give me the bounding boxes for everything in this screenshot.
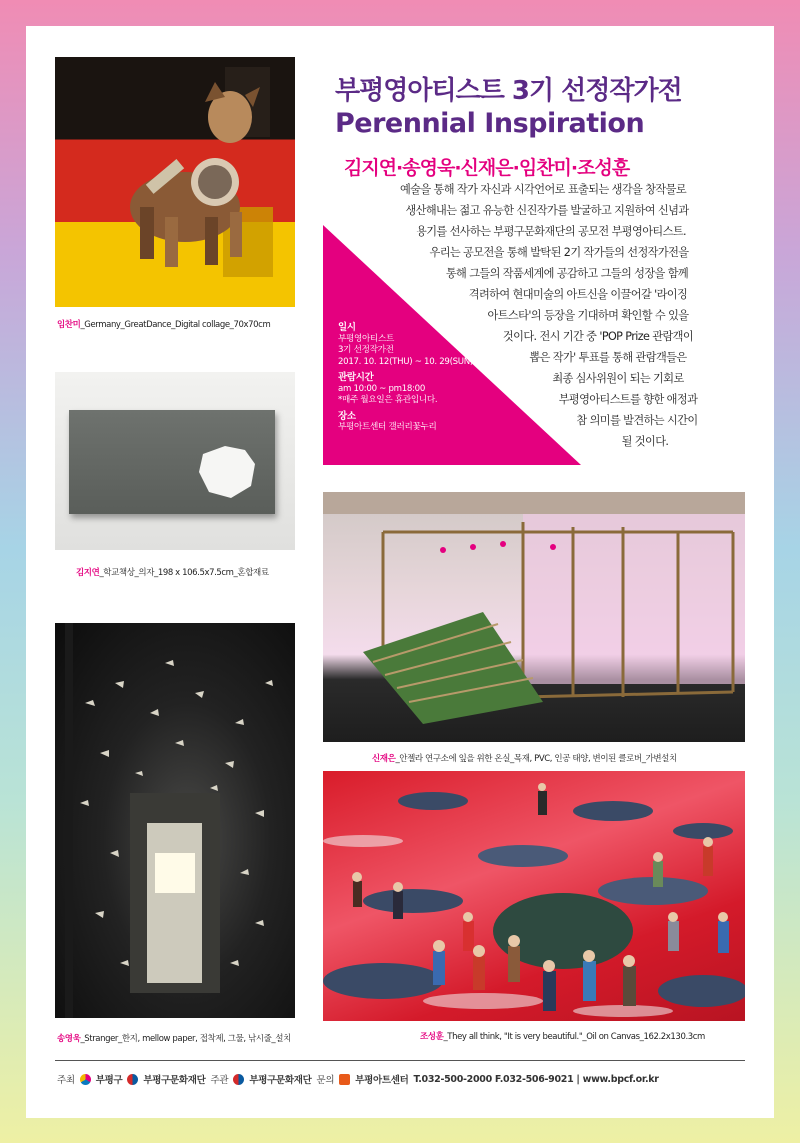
- exhibition-title-korean: 부평영아티스트 3기 선정작가전: [335, 76, 682, 106]
- artwork-lim-image: [55, 57, 295, 307]
- caption-artist-name: 조성훈: [420, 1032, 444, 1042]
- artwork-kim-image: [55, 372, 295, 550]
- caption-artist-name: 송영욱: [57, 1034, 81, 1044]
- venue-label: 장소: [338, 410, 356, 422]
- organizer-label: 주관: [210, 1075, 229, 1086]
- period-label: 일시: [338, 322, 356, 333]
- intro-line: 우리는 공모전을 통해 발탁된 2기 작가들의 선정작가전을: [429, 246, 689, 259]
- period-name-2: 3기 선정작가전: [338, 345, 394, 355]
- footer-divider: [55, 1060, 745, 1061]
- artist-names: 김지연·송영욱·신재은·임찬미·조성훈: [344, 157, 630, 179]
- caption-text: _Germany_GreatDance_Digital collage_70x70cm: [80, 320, 271, 330]
- intro-line: 될 것이다.: [621, 435, 669, 448]
- artwork-cho-image: [323, 771, 745, 1021]
- intro-line: 아트스타'의 등장을 기대하며 확인할 수 있을: [487, 309, 689, 322]
- caption-text: _They all think, "It is very beautiful."_Oil on Canvas_162.2x130.3cm: [443, 1032, 705, 1042]
- intro-line: 예술을 통해 작가 자신과 시각언어로 표출되는 생각을 창작물로: [399, 183, 687, 196]
- intro-line: 참 의미를 발견하는 시간이: [576, 414, 698, 427]
- footer: [57, 1072, 659, 1086]
- foundation-logo-icon: [233, 1074, 244, 1085]
- caption-artist-name: 신재은: [372, 754, 396, 764]
- intro-line: 통해 그들의 작품세계에 공감하고 그들의 성장을 함께: [445, 267, 689, 280]
- hours-value: am 10:00 ~ pm18:00: [338, 383, 425, 394]
- caption-artist-name: 임찬미: [57, 320, 81, 330]
- caption-kim: [76, 566, 269, 578]
- intro-line: 부평영아티스트를 향한 애정과: [558, 393, 698, 406]
- artwork-shin-image: [323, 492, 745, 742]
- hours-label: 관람시간: [338, 372, 374, 383]
- host-name: 부평구: [95, 1075, 123, 1086]
- intro-text: [328, 179, 748, 452]
- contact-details: T.032-500-2000 F.032-506-9021 | www.bpcf.or.kr: [413, 1073, 659, 1085]
- caption-cho: [420, 1030, 705, 1042]
- bupyeong-gu-logo-icon: [80, 1074, 91, 1085]
- intro-line: 생산해내는 젊고 유능한 신진작가를 발굴하고 지원하여 신념과: [405, 204, 689, 217]
- foundation-logo-icon: [127, 1074, 138, 1085]
- organizer-name: 부평구문화재단: [249, 1075, 312, 1086]
- caption-artist-name: 김지연: [76, 568, 100, 578]
- caption-text: _Stranger_한지, mellow paper, 접착제, 그물, 낚시줄_설치: [80, 1034, 291, 1044]
- hours-note: *매주 월요일은 휴관입니다.: [338, 395, 438, 405]
- caption-text: _안젤라 연구소에 잎을 위한 온실_목재, PVC, 인공 태양, 변이된 클로버_가변설치: [395, 754, 677, 764]
- venue-value: 부평아트센터 갤러리꽃누리: [338, 422, 437, 432]
- contact-label: 문의: [316, 1075, 335, 1086]
- caption-lim: [57, 318, 270, 330]
- contact-name: 부평아트센터: [355, 1075, 409, 1086]
- caption-text: _학교책상_의자_198 x 106.5x7.5cm_혼합재료: [99, 568, 269, 578]
- intro-line: 것이다. 전시 기간 중 'POP Prize 관람객이: [502, 330, 694, 343]
- intro-line: 격려하여 현대미술의 아트신을 이끌어갈 '라이징: [468, 288, 688, 301]
- artwork-song-image: [55, 623, 295, 1018]
- exhibition-title-english: Perennial Inspiration: [335, 108, 645, 139]
- host-foundation: 부평구문화재단: [143, 1075, 206, 1086]
- white-fragment: [195, 442, 265, 502]
- intro-line: 최종 심사위원이 되는 기회로: [552, 372, 684, 385]
- intro-line: 뽑은 작가' 투표를 통해 관람객들은: [529, 351, 687, 364]
- period-name-1: 부평영아티스트: [338, 333, 395, 344]
- caption-song: [57, 1032, 291, 1044]
- art-center-logo-icon: [339, 1074, 350, 1085]
- caption-shin: [372, 752, 677, 764]
- period-dates: 2017. 10. 12(THU) ~ 10. 29(SUN): [338, 356, 473, 367]
- intro-line: 용기를 선사하는 부평구문화재단의 공모전 부평영아티스트.: [416, 225, 686, 238]
- host-label: 주최: [57, 1075, 75, 1086]
